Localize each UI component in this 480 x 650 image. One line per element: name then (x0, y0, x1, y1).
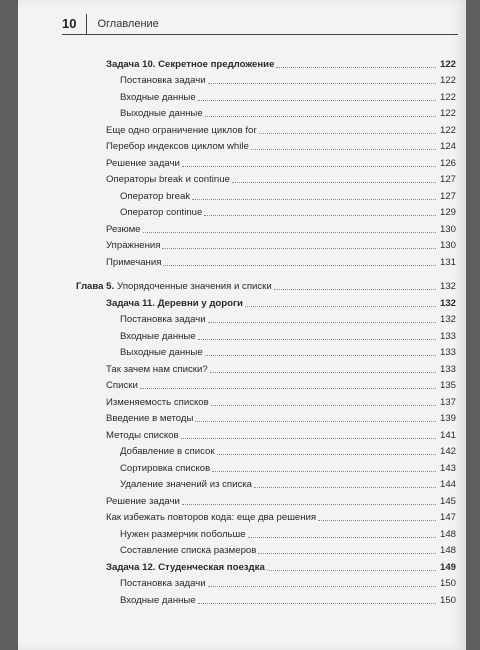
toc-entry-label: Задача 12. Студенческая поездка (106, 561, 265, 573)
table-of-contents (76, 54, 456, 607)
toc-page-number: 129 (436, 206, 456, 219)
toc-entry-label: Введение в методы (106, 413, 194, 424)
dot-leader (205, 355, 436, 356)
dot-leader (276, 67, 436, 68)
toc-entry (76, 343, 456, 360)
toc-page-number: 150 (436, 594, 456, 607)
dot-leader (208, 322, 436, 323)
dot-leader (198, 603, 436, 604)
toc-entry-title (106, 239, 162, 252)
toc-entry (76, 541, 456, 558)
toc-entry-title (120, 544, 258, 557)
dot-leader (318, 520, 436, 521)
toc-page-number: 130 (436, 223, 456, 236)
dot-leader (181, 438, 436, 439)
dot-leader (232, 182, 436, 183)
toc-entry-label: Постановка задачи (120, 578, 206, 589)
toc-page-number: 122 (436, 124, 456, 137)
toc-entry-label: Входные данные (120, 594, 196, 606)
toc-page-number: 141 (436, 429, 456, 442)
toc-entry (76, 458, 456, 475)
toc-entry-label: Постановка задачи (120, 75, 206, 86)
toc-entry-label: Решение задачи (106, 157, 180, 169)
toc-entry-label: Постановка задачи (120, 314, 206, 325)
toc-entry-title (120, 313, 208, 326)
toc-entry-title (106, 379, 140, 392)
toc-entry-label: Резюме (106, 223, 141, 235)
toc-entry-title (106, 412, 195, 425)
dot-leader (208, 83, 436, 84)
toc-entry (76, 574, 456, 591)
toc-entry-title (106, 511, 318, 524)
chapter-label: Глава 5. (76, 281, 115, 292)
toc-entry-title (106, 561, 267, 574)
toc-page-number: 149 (436, 561, 456, 574)
toc-entry-title (106, 429, 181, 442)
dot-leader (162, 248, 436, 249)
dot-leader (210, 372, 436, 373)
toc-entry-label: Списки (106, 380, 138, 391)
page-number: 10 (62, 14, 87, 34)
toc-entry-label: Входные данные (120, 330, 196, 342)
toc-entry (76, 120, 456, 137)
toc-entry (76, 293, 456, 310)
toc-entry-title (76, 280, 274, 293)
toc-page-number: 148 (436, 528, 456, 541)
toc-entry-title (106, 223, 143, 236)
toc-entry-label: Выходные данные (120, 108, 203, 119)
toc-entry (76, 71, 456, 88)
toc-entry-title (120, 478, 254, 491)
toc-entry-label: Задача 11. Деревни у дороги (106, 297, 243, 309)
toc-entry-title (120, 577, 208, 590)
toc-entry-title (120, 91, 198, 104)
toc-page-number: 133 (436, 363, 456, 376)
toc-entry (76, 524, 456, 541)
toc-entry-title (120, 528, 248, 541)
toc-entry-title (106, 58, 276, 71)
toc-entry (76, 590, 456, 607)
toc-entry (76, 236, 456, 253)
toc-entry (76, 376, 456, 393)
toc-page-number: 130 (436, 239, 456, 252)
dot-leader (163, 265, 436, 266)
toc-entry-label: Упорядоченные значения и списки (117, 281, 272, 292)
toc-entry (76, 557, 456, 574)
toc-entry-title (106, 173, 232, 186)
page-header (62, 12, 458, 35)
toc-entry-label: Как избежать повторов кода: еще два решения (106, 512, 317, 523)
toc-entry-label: Примечания (106, 256, 162, 268)
toc-entry-label: Методы списков (106, 429, 179, 441)
toc-entry-label: Решение задачи (106, 495, 180, 507)
toc-entry (76, 491, 456, 508)
dot-leader (140, 388, 436, 389)
toc-entry-label: Упражнения (106, 240, 161, 251)
toc-page-number: 127 (436, 190, 456, 203)
toc-page-number: 143 (436, 462, 456, 475)
toc-entry (76, 442, 456, 459)
toc-entry (76, 252, 456, 269)
toc-page-number: 122 (436, 107, 456, 120)
toc-entry-label: Выходные данные (120, 347, 203, 358)
dot-leader (212, 471, 436, 472)
dot-leader (267, 570, 436, 571)
toc-entry-label: Добавление в список (120, 446, 215, 457)
running-head: Оглавление (97, 18, 159, 30)
dot-leader (258, 553, 436, 554)
toc-entry-label: Входные данные (120, 91, 196, 103)
toc-page-number: 122 (436, 91, 456, 104)
dot-leader (143, 232, 436, 233)
toc-entry (76, 54, 456, 71)
toc-entry-label: Нужен размерчик побольше (120, 528, 246, 540)
toc-entry-title (106, 495, 182, 508)
toc-entry (76, 409, 456, 426)
toc-entry-title (106, 363, 210, 376)
toc-entry-title (120, 107, 205, 120)
toc-page-number: 133 (436, 330, 456, 343)
dot-leader (205, 116, 436, 117)
toc-entry-title (120, 594, 198, 607)
dot-leader (208, 586, 436, 587)
dot-leader (245, 306, 436, 307)
toc-page-number: 127 (436, 173, 456, 186)
toc-entry (76, 87, 456, 104)
dot-leader (211, 405, 436, 406)
toc-entry-title (106, 396, 211, 409)
chapter-gap (76, 269, 456, 277)
dot-leader (182, 504, 436, 505)
toc-entry-title (120, 330, 198, 343)
toc-page-number: 132 (436, 280, 456, 293)
dot-leader (198, 339, 436, 340)
toc-entry (76, 310, 456, 327)
dot-leader (195, 421, 436, 422)
toc-page-number: 150 (436, 577, 456, 590)
dot-leader (217, 454, 436, 455)
toc-entry-label: Удаление значений из списка (120, 479, 253, 490)
toc-page-number: 122 (436, 74, 456, 87)
toc-entry (76, 153, 456, 170)
dot-leader (198, 100, 436, 101)
toc-entry-label: Еще одно ограничение циклов for (106, 124, 257, 136)
toc-entry (76, 508, 456, 525)
toc-entry-title (120, 206, 204, 219)
toc-entry-label: Изменяемость списков (106, 396, 209, 408)
toc-entry-title (106, 157, 182, 170)
toc-entry (76, 219, 456, 236)
dot-leader (254, 487, 436, 488)
toc-entry (76, 425, 456, 442)
toc-chapter-entry (76, 277, 456, 294)
toc-page-number: 133 (436, 346, 456, 359)
toc-page-number: 132 (436, 313, 456, 326)
toc-entry-label: Задача 10. Секретное предложение (106, 58, 275, 70)
toc-page-number: 148 (436, 544, 456, 557)
toc-page-number: 137 (436, 396, 456, 409)
toc-entry-label: Операторы break и continue (106, 174, 230, 185)
dot-leader (274, 289, 436, 290)
toc-entry (76, 359, 456, 376)
toc-entry-title (106, 140, 251, 153)
toc-entry-title (120, 74, 208, 87)
toc-entry (76, 137, 456, 154)
toc-entry-title (106, 124, 259, 137)
toc-entry-title (120, 346, 205, 359)
toc-page-number: 144 (436, 478, 456, 491)
toc-entry-label: Составление списка размеров (120, 545, 257, 556)
dot-leader (248, 537, 436, 538)
toc-page-number: 145 (436, 495, 456, 508)
toc-page-number: 147 (436, 511, 456, 524)
toc-entry (76, 203, 456, 220)
toc-entry-title (120, 462, 212, 475)
toc-entry-label: Перебор индексов циклом while (106, 141, 249, 152)
toc-entry-title (120, 445, 217, 458)
toc-entry (76, 104, 456, 121)
toc-entry-title (106, 297, 245, 310)
toc-entry (76, 170, 456, 187)
toc-page-number: 126 (436, 157, 456, 170)
toc-page-number: 131 (436, 256, 456, 269)
dot-leader (182, 166, 436, 167)
toc-entry-label: Сортировка списков (120, 462, 211, 474)
toc-entry-title (120, 190, 192, 203)
toc-entry (76, 186, 456, 203)
toc-page-number: 122 (436, 58, 456, 71)
toc-page-number: 132 (436, 297, 456, 310)
toc-entry-label: Оператор continue (120, 207, 203, 218)
dot-leader (204, 215, 436, 216)
dot-leader (192, 199, 436, 200)
dot-leader (259, 133, 436, 134)
toc-page-number: 124 (436, 140, 456, 153)
book-page (18, 0, 466, 650)
toc-entry (76, 392, 456, 409)
toc-page-number: 142 (436, 445, 456, 458)
toc-entry (76, 326, 456, 343)
toc-entry (76, 475, 456, 492)
toc-entry-title (106, 256, 163, 269)
toc-page-number: 135 (436, 379, 456, 392)
dot-leader (251, 149, 436, 150)
toc-entry-label: Оператор break (120, 190, 191, 202)
toc-page-number: 139 (436, 412, 456, 425)
toc-entry-label: Так зачем нам списки? (106, 363, 208, 375)
